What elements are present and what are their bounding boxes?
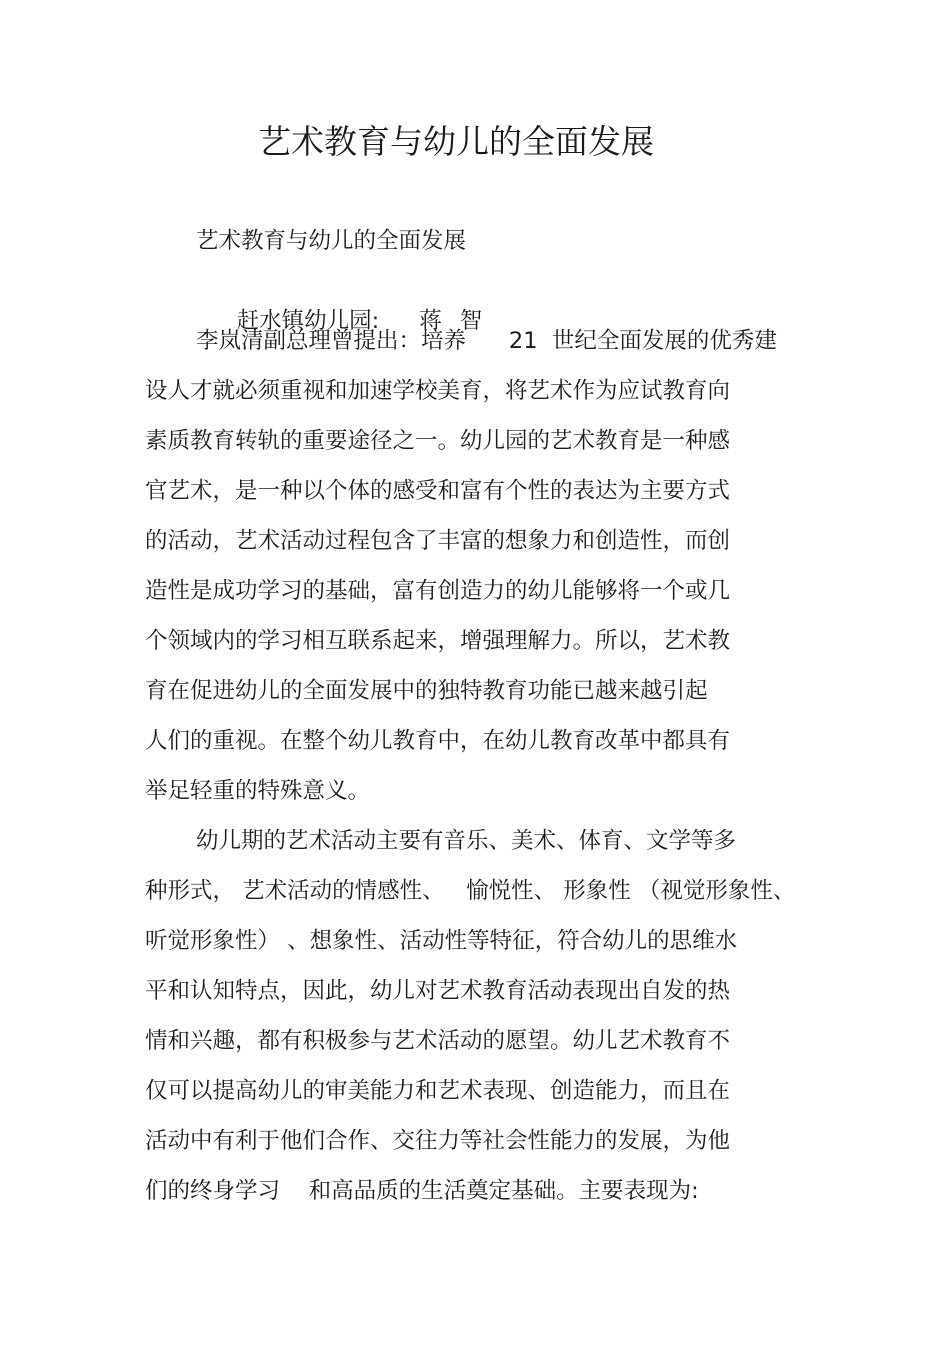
author-name-part1: 蒋 xyxy=(419,308,442,334)
paragraph-line: 种形式， 艺术活动的情感性、 愉悦性、 形象性 （视觉形象性、 xyxy=(145,878,796,904)
paragraph-line: 个领域内的学习相互联系起来，增强理解力。所以，艺术教 xyxy=(145,628,731,654)
paragraph-line: 设人才就必须重视和加速学校美育，将艺术作为应试教育向 xyxy=(145,378,731,404)
paragraph-line: 造性是成功学习的基础，富有创造力的幼儿能够将一个或几 xyxy=(145,578,731,604)
paragraph-line: 的活动，艺术活动过程包含了丰富的想象力和创造性，而创 xyxy=(145,528,731,554)
paragraph-line: 们的终身学习 和高品质的生活奠定基础。主要表现为: xyxy=(145,1178,699,1204)
document-subtitle: 艺术教育与幼儿的全面发展 xyxy=(196,228,467,254)
paragraph-line: 仅可以提高幼儿的审美能力和艺术表现、创造能力，而且在 xyxy=(145,1078,731,1104)
document-title: 艺术教育与幼儿的全面发展 xyxy=(258,122,654,161)
paragraph-line: 人们的重视。在整个幼儿教育中，在幼儿教育改革中都具有 xyxy=(145,728,731,754)
paragraph-line: 情和兴趣，都有积极参与艺术活动的愿望。幼儿艺术教育不 xyxy=(145,1028,731,1054)
paragraph-line: 平和认知特点，因此，幼儿对艺术教育活动表现出自发的热 xyxy=(145,978,731,1004)
author-name-part2: 智 xyxy=(459,308,483,334)
paragraph-line: 幼儿期的艺术活动主要有音乐、美术、体育、文学等多 xyxy=(196,828,737,854)
paragraph-line: 育在促进幼儿的全面发展中的独特教育功能已越来越引起 xyxy=(145,678,708,704)
paragraph-line: 李岚清副总理曾提出：培养 21 世纪全面发展的优秀建 xyxy=(196,328,777,354)
paragraph-line: 听觉形象性） 、想象性、活动性等特征，符合幼儿的思维水 xyxy=(145,928,738,954)
paragraph-line: 活动中有利于他们合作、交往力等社会性能力的发展，为他 xyxy=(145,1128,731,1154)
author-affiliation: 赶水镇幼儿园: xyxy=(236,308,380,334)
paragraph-line: 素质教育转轨的重要途径之一。幼儿园的艺术教育是一种感 xyxy=(145,428,731,454)
paragraph-line: 官艺术，是一种以个体的感受和富有个性的表达为主要方式 xyxy=(145,478,731,504)
paragraph-line: 举足轻重的特殊意义。 xyxy=(145,778,371,804)
